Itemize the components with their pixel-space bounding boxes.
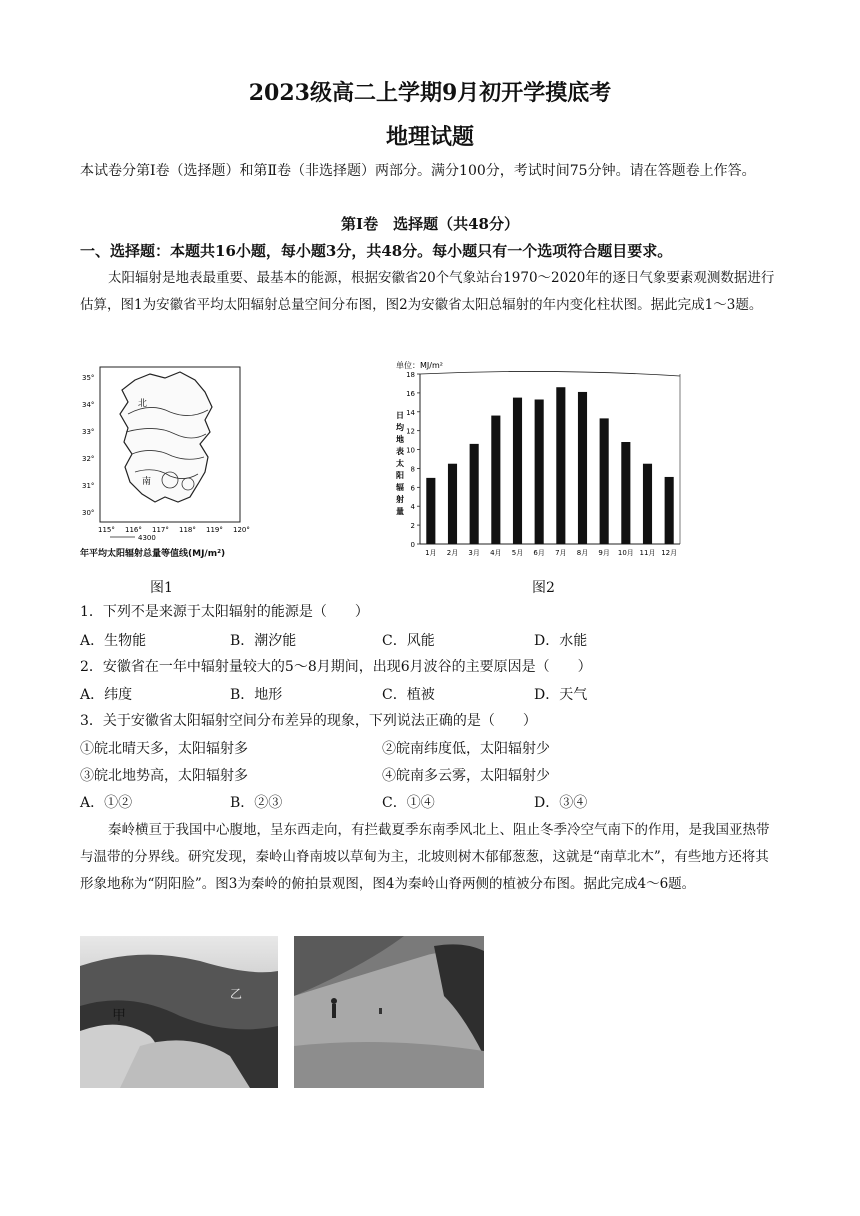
figure-3-photo xyxy=(80,936,278,1088)
question-2-option-a: A．纬度 xyxy=(80,687,133,703)
y-axis-label-char: 阳 xyxy=(396,471,404,480)
bar-8 xyxy=(578,392,587,544)
scale-label: 4300 xyxy=(138,534,156,542)
figure-1-legend: 年平均太阳辐射总量等值线(MJ/m²) xyxy=(80,549,226,559)
question-3-statement-1: ①皖北晴天多，太阳辐射多 xyxy=(80,741,248,757)
y-axis-label-char: 辐 xyxy=(396,483,404,492)
x-tick-label: 9月 xyxy=(598,549,610,557)
passage-1: 太阳辐射是地表最重要、最基本的能源，根据安徽省20个气象站台1970～2020年的逐日气象要素观测数据进行估算，图1为安徽省平均太阳辐射总量空间分布图，图2为安徽省太阳总辐射的年内变化柱状图。据此完成1～3题。 xyxy=(80,270,775,313)
passage-2: 秦岭横亘于我国中心腹地，呈东西走向，有拦截夏季东南季风北上、阻止冬季冷空气南下的作用，是我国亚热带与温带的分界线。研究发现，秦岭山脊南坡以草甸为主，北坡则树木郁郁葱葱，这就是“南草北木”，有些地方还将其形象地称为“阴阳脸”。图3为秦岭的俯拍景观图，图4为秦岭山脊两侧的植被分布图。据此完成4～6题。 xyxy=(80,822,770,892)
y-tick-label: 10 xyxy=(406,446,415,455)
question-2-stem: 2．安徽省在一年中辐射量较大的5～8月期间，出现6月波谷的主要原因是（ ） xyxy=(80,659,592,675)
y-axis-label-char: 均 xyxy=(396,423,404,432)
bar-6 xyxy=(535,400,544,545)
question-1-stem: 1．下列不是来源于太阳辐射的能源是（ ） xyxy=(80,604,369,620)
y-axis-label-char: 日 xyxy=(396,411,404,420)
figure-1-caption: 图1 xyxy=(150,580,173,596)
question-3-option-c: C．①④ xyxy=(382,795,435,811)
x-tick-label: 7月 xyxy=(555,549,567,557)
map-lat-label: 30° xyxy=(82,509,95,517)
question-2-option-b: B．地形 xyxy=(230,687,283,703)
question-3-option-b: B．②③ xyxy=(230,795,283,811)
region-label-south: 南 xyxy=(142,477,152,487)
chart-unit: 单位：MJ/m² xyxy=(396,361,443,370)
x-tick-label: 11月 xyxy=(639,549,656,557)
figure-4-photo xyxy=(294,936,484,1088)
bar-4 xyxy=(491,416,500,544)
question-3-option-d: D．③④ xyxy=(534,795,588,811)
question-1-option-a: A．生物能 xyxy=(80,633,147,649)
y-tick-label: 14 xyxy=(406,408,415,417)
bar-7 xyxy=(556,387,565,544)
y-axis-label-char: 表 xyxy=(396,447,404,456)
y-tick-label: 16 xyxy=(406,389,415,398)
y-tick-label: 18 xyxy=(406,371,415,379)
x-tick-label: 3月 xyxy=(468,549,480,557)
photo-label-jia: 甲 xyxy=(112,1008,126,1024)
map-lat-label: 35° xyxy=(82,374,95,382)
bar-1 xyxy=(426,478,435,544)
question-2-option-d: D．天气 xyxy=(534,687,588,703)
y-tick-label: 4 xyxy=(410,503,415,512)
map-lon-label: 115° xyxy=(98,526,115,534)
figure-2-caption: 图2 xyxy=(532,580,555,596)
x-tick-label: 10月 xyxy=(617,549,634,557)
y-tick-label: 2 xyxy=(410,522,415,531)
y-axis-label-char: 射 xyxy=(396,495,404,504)
bar-9 xyxy=(600,418,609,544)
map-lon-label: 116° xyxy=(125,526,142,534)
x-tick-label: 4月 xyxy=(490,549,502,557)
y-axis-label-char: 地 xyxy=(396,435,404,444)
x-tick-label: 6月 xyxy=(533,549,545,557)
x-tick-label: 1月 xyxy=(425,549,437,557)
question-3-option-a: A．①② xyxy=(80,795,133,811)
bar-2 xyxy=(448,464,457,544)
x-tick-label: 12月 xyxy=(661,549,678,557)
map-lon-label: 120° xyxy=(233,526,250,534)
bar-3 xyxy=(470,444,479,544)
map-lat-label: 31° xyxy=(82,482,95,490)
question-3-statement-2: ②皖南纬度低，太阳辐射少 xyxy=(382,741,550,757)
question-3-stem: 3．关于安徽省太阳辐射空间分布差异的现象，下列说法正确的是（ ） xyxy=(80,713,537,729)
y-axis-label-char: 量 xyxy=(396,507,404,516)
question-1-option-c: C．风能 xyxy=(382,633,435,649)
top-border xyxy=(420,371,680,376)
map-lat-label: 34° xyxy=(82,401,95,409)
map-lon-label: 119° xyxy=(206,526,223,534)
figure-2-chart xyxy=(390,358,690,570)
question-3-statement-3: ③皖北地势高，太阳辐射多 xyxy=(80,768,248,784)
map-lon-label: 117° xyxy=(152,526,169,534)
bar-11 xyxy=(643,464,652,544)
exam-title: 2023级高二上学期9月初开学摸底考 xyxy=(248,80,612,106)
y-tick-label: 8 xyxy=(410,465,415,474)
x-tick-label: 5月 xyxy=(511,549,524,557)
x-tick-label: 2月 xyxy=(446,549,459,557)
question-1-option-d: D．水能 xyxy=(534,633,588,649)
y-tick-label: 6 xyxy=(410,484,415,493)
y-axis-label-char: 太 xyxy=(396,459,404,468)
question-2-option-c: C．植被 xyxy=(382,687,435,703)
x-tick-label: 8月 xyxy=(576,549,589,557)
subject-title: 地理试题 xyxy=(385,124,474,150)
section-heading: 一、选择题：本题共16小题，每小题3分，共48分。每小题只有一个选项符合题目要求。 xyxy=(80,242,673,260)
map-lat-label: 33° xyxy=(82,428,95,436)
bar-12 xyxy=(665,477,674,544)
section-title: 第Ⅰ卷 选择题（共48分） xyxy=(341,215,519,233)
map-lon-label: 118° xyxy=(179,526,196,534)
bar-5 xyxy=(513,398,522,544)
question-3-statement-4: ④皖南多云雾，太阳辐射少 xyxy=(382,768,550,784)
y-tick-label: 12 xyxy=(406,427,415,436)
photo-label-yi: 乙 xyxy=(230,987,243,1001)
map-lat-label: 32° xyxy=(82,455,95,463)
exam-intro: 本试卷分第Ⅰ卷（选择题）和第Ⅱ卷（非选择题）两部分。满分100分，考试时间75分钟。请在答题卷上作答。 xyxy=(80,163,756,179)
figure-1-map xyxy=(80,362,260,562)
bar-10 xyxy=(621,442,630,544)
region-label-north: 北 xyxy=(138,399,148,409)
question-1-option-b: B．潮汐能 xyxy=(230,633,297,649)
y-tick-label: 0 xyxy=(410,541,415,549)
